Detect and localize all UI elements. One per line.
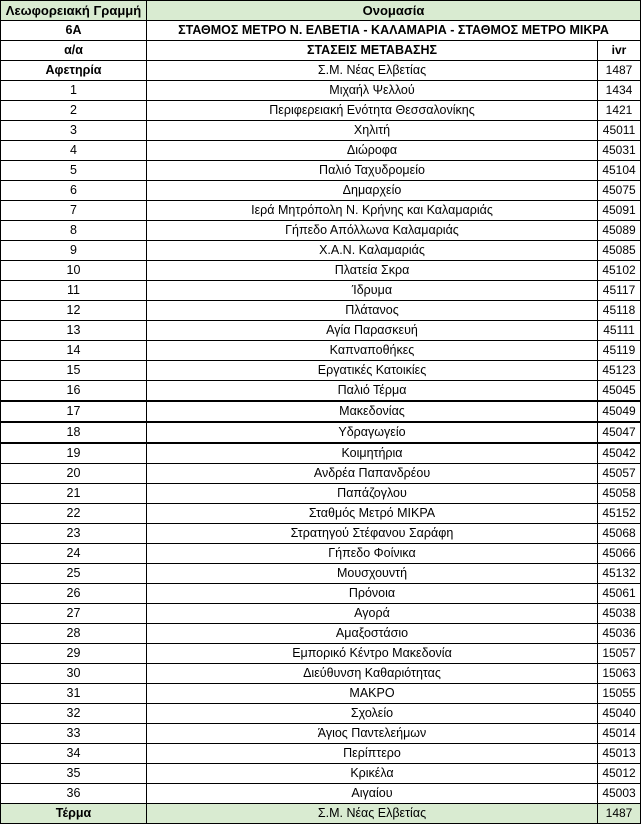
- stop-name: Μακεδονίας: [147, 401, 598, 422]
- stop-index: 4: [1, 141, 147, 161]
- stop-index: 35: [1, 764, 147, 784]
- table-row: [1, 141, 641, 161]
- stop-name: Χηλιτή: [147, 121, 598, 141]
- table-row: [1, 704, 641, 724]
- table-row: [1, 201, 641, 221]
- stop-name: Υδραγωγείο: [147, 422, 598, 443]
- column-header-row: [1, 41, 641, 61]
- stop-name: Περίπτερο: [147, 744, 598, 764]
- stop-ivr-code: 45049: [598, 401, 641, 422]
- stop-name: Πλάτανος: [147, 301, 598, 321]
- stop-ivr-code: 45057: [598, 464, 641, 484]
- stop-index: Τέρμα: [1, 804, 147, 824]
- stop-ivr-code: 45089: [598, 221, 641, 241]
- line-name: ΣΤΑΘΜΟΣ ΜΕΤΡΟ Ν. ΕΛΒΕΤΙΑ - ΚΑΛΑΜΑΡΙΑ - ΣΤΑΘΜΟΣ ΜΕΤΡΟ ΜΙΚΡΑ: [147, 21, 641, 41]
- column-header-index: α/α: [1, 41, 147, 61]
- table-row: [1, 443, 641, 464]
- stop-index: 8: [1, 221, 147, 241]
- stop-ivr-code: 45068: [598, 524, 641, 544]
- stop-index: 2: [1, 101, 147, 121]
- stop-index: 17: [1, 401, 147, 422]
- stop-index: 9: [1, 241, 147, 261]
- stop-index: 18: [1, 422, 147, 443]
- table-row: [1, 524, 641, 544]
- stop-ivr-code: 45152: [598, 504, 641, 524]
- stop-ivr-code: 45132: [598, 564, 641, 584]
- table-row: [1, 784, 641, 804]
- header-line-label: Λεωφορειακή Γραμμή: [1, 1, 147, 21]
- stop-index: 31: [1, 684, 147, 704]
- stop-name: Διώροφα: [147, 141, 598, 161]
- table-row: [1, 381, 641, 402]
- table-body: [1, 1, 641, 824]
- table-row: [1, 321, 641, 341]
- stop-ivr-code: 45045: [598, 381, 641, 402]
- stop-index: 29: [1, 644, 147, 664]
- stop-index: 1: [1, 81, 147, 101]
- table-row: [1, 121, 641, 141]
- table-row: [1, 564, 641, 584]
- stop-ivr-code: 45031: [598, 141, 641, 161]
- stop-ivr-code: 45013: [598, 744, 641, 764]
- stop-index: 6: [1, 181, 147, 201]
- table-row: [1, 684, 641, 704]
- stop-name: Ιερά Μητρόπολη Ν. Κρήνης και Καλαμαριάς: [147, 201, 598, 221]
- stop-name: Αιγαίου: [147, 784, 598, 804]
- table-row: [1, 464, 641, 484]
- stop-name: Σ.Μ. Νέας Ελβετίας: [147, 804, 598, 824]
- table-row: [1, 664, 641, 684]
- stop-name: Πρόνοια: [147, 584, 598, 604]
- stop-name: Εργατικές Κατοικίες: [147, 361, 598, 381]
- table-row: [1, 281, 641, 301]
- stop-ivr-code: 45011: [598, 121, 641, 141]
- stop-index: 34: [1, 744, 147, 764]
- stop-name: Δημαρχείο: [147, 181, 598, 201]
- stop-ivr-code: 45117: [598, 281, 641, 301]
- stop-name: Κρικέλα: [147, 764, 598, 784]
- table-row: [1, 261, 641, 281]
- stop-ivr-code: 45102: [598, 261, 641, 281]
- stop-ivr-code: 45075: [598, 181, 641, 201]
- stop-name: Αμαξοστάσιο: [147, 624, 598, 644]
- stop-name: Καπναποθήκες: [147, 341, 598, 361]
- stop-name: Γήπεδο Φοίνικα: [147, 544, 598, 564]
- table-row: [1, 764, 641, 784]
- stop-index: 28: [1, 624, 147, 644]
- stop-index: 16: [1, 381, 147, 402]
- stop-ivr-code: 45111: [598, 321, 641, 341]
- line-row: [1, 21, 641, 41]
- stop-ivr-code: 45085: [598, 241, 641, 261]
- stop-ivr-code: 45003: [598, 784, 641, 804]
- stop-name: Άγιος Παντελεήμων: [147, 724, 598, 744]
- column-header-stops: ΣΤΑΣΕΙΣ ΜΕΤΑΒΑΣΗΣ: [147, 41, 598, 61]
- table-row: [1, 101, 641, 121]
- table-row: [1, 361, 641, 381]
- table-row: [1, 724, 641, 744]
- stop-ivr-code: 45066: [598, 544, 641, 564]
- stop-index: 3: [1, 121, 147, 141]
- table-row: [1, 544, 641, 564]
- stop-index: 11: [1, 281, 147, 301]
- stop-ivr-code: 45091: [598, 201, 641, 221]
- stop-ivr-code: 15063: [598, 664, 641, 684]
- header-row: [1, 1, 641, 21]
- stop-ivr-code: 45058: [598, 484, 641, 504]
- stop-name: Παλιό Τέρμα: [147, 381, 598, 402]
- table-row: [1, 744, 641, 764]
- stop-index: 14: [1, 341, 147, 361]
- stop-index: 32: [1, 704, 147, 724]
- stop-name: ΜΑΚΡΟ: [147, 684, 598, 704]
- stop-index: 22: [1, 504, 147, 524]
- stop-name: Μιχαήλ Ψελλού: [147, 81, 598, 101]
- stop-ivr-code: 15055: [598, 684, 641, 704]
- table-row: [1, 484, 641, 504]
- table-row: [1, 161, 641, 181]
- stop-index: 5: [1, 161, 147, 181]
- stop-name: Σχολείο: [147, 704, 598, 724]
- stop-name: Αγία Παρασκευή: [147, 321, 598, 341]
- stop-index: 23: [1, 524, 147, 544]
- stop-ivr-code: 45014: [598, 724, 641, 744]
- column-header-code: ivr: [598, 41, 641, 61]
- stop-name: Πλατεία Σκρα: [147, 261, 598, 281]
- table-row: [1, 504, 641, 524]
- stop-ivr-code: 45104: [598, 161, 641, 181]
- stop-index: 20: [1, 464, 147, 484]
- stop-index: 36: [1, 784, 147, 804]
- stop-index: 24: [1, 544, 147, 564]
- stop-name: Μουσχουντή: [147, 564, 598, 584]
- stop-ivr-code: 1421: [598, 101, 641, 121]
- stop-name: Στρατηγού Στέφανου Σαράφη: [147, 524, 598, 544]
- stop-index: 10: [1, 261, 147, 281]
- stop-ivr-code: 45036: [598, 624, 641, 644]
- stop-index: Αφετηρία: [1, 61, 147, 81]
- line-number: 6Α: [1, 21, 147, 41]
- stop-index: 15: [1, 361, 147, 381]
- stop-name: Εμπορικό Κέντρο Μακεδονία: [147, 644, 598, 664]
- stop-name: Παλιό Ταχυδρομείο: [147, 161, 598, 181]
- stop-name: Γήπεδο Απόλλωνα Καλαμαριάς: [147, 221, 598, 241]
- stop-name: Ανδρέα Παπανδρέου: [147, 464, 598, 484]
- stop-ivr-code: 45061: [598, 584, 641, 604]
- stop-index: 21: [1, 484, 147, 504]
- stop-ivr-code: 45123: [598, 361, 641, 381]
- table-row: [1, 401, 641, 422]
- stop-ivr-code: 45042: [598, 443, 641, 464]
- stop-name: Σταθμός Μετρό ΜΙΚΡΑ: [147, 504, 598, 524]
- stop-name: Σ.Μ. Νέας Ελβετίας: [147, 61, 598, 81]
- stop-name: Αγορά: [147, 604, 598, 624]
- stop-name: Ίδρυμα: [147, 281, 598, 301]
- table-row: [1, 81, 641, 101]
- stop-ivr-code: 1434: [598, 81, 641, 101]
- table-row: [1, 241, 641, 261]
- table-row: [1, 644, 641, 664]
- stop-ivr-code: 1487: [598, 61, 641, 81]
- stop-ivr-code: 45119: [598, 341, 641, 361]
- stop-name: Περιφερειακή Ενότητα Θεσσαλονίκης: [147, 101, 598, 121]
- stop-ivr-code: 1487: [598, 804, 641, 824]
- table-row: [1, 221, 641, 241]
- header-name-label: Ονομασία: [147, 1, 641, 21]
- stop-name: Κοιμητήρια: [147, 443, 598, 464]
- stop-name: Παπάζογλου: [147, 484, 598, 504]
- stop-index: 19: [1, 443, 147, 464]
- stop-ivr-code: 45038: [598, 604, 641, 624]
- table-row: [1, 604, 641, 624]
- stop-index: 7: [1, 201, 147, 221]
- stop-index: 27: [1, 604, 147, 624]
- stop-index: 30: [1, 664, 147, 684]
- table-row: [1, 422, 641, 443]
- table-row: [1, 181, 641, 201]
- stop-name: Διεύθυνση Καθαριότητας: [147, 664, 598, 684]
- table-row: [1, 584, 641, 604]
- table-row: [1, 341, 641, 361]
- stop-ivr-code: 45012: [598, 764, 641, 784]
- stop-index: 12: [1, 301, 147, 321]
- stop-name: Χ.Α.Ν. Καλαμαριάς: [147, 241, 598, 261]
- stop-ivr-code: 45118: [598, 301, 641, 321]
- stop-index: 33: [1, 724, 147, 744]
- table-row: [1, 301, 641, 321]
- stop-ivr-code: 45047: [598, 422, 641, 443]
- table-row: [1, 61, 641, 81]
- stop-index: 25: [1, 564, 147, 584]
- stop-ivr-code: 15057: [598, 644, 641, 664]
- stop-index: 13: [1, 321, 147, 341]
- stop-ivr-code: 45040: [598, 704, 641, 724]
- stop-index: 26: [1, 584, 147, 604]
- table-row: [1, 624, 641, 644]
